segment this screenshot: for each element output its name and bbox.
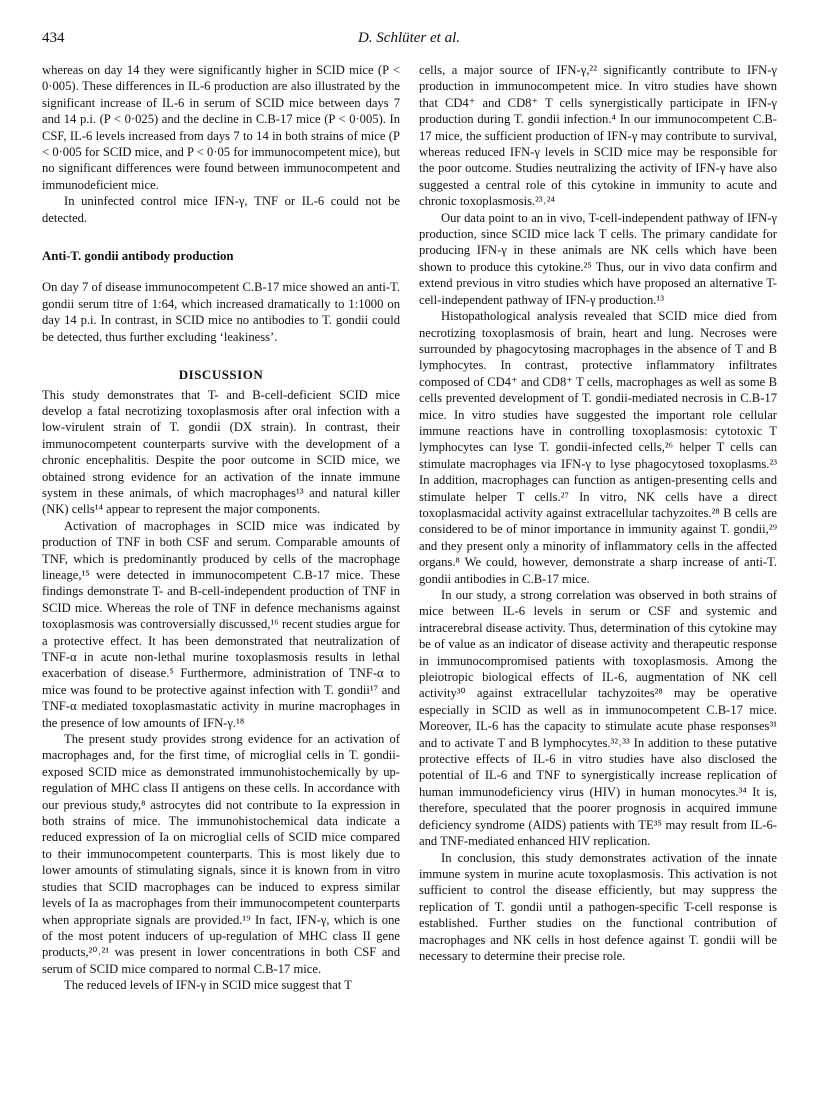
paragraph: cells, a major source of IFN-γ,²² significantly contribute to IFN-γ production in immunocompetent mice. In vitro studies have shown that CD4⁺ and CD8⁺ T cells synergistically participate in IFN-γ production during T. gondii infection.⁴ In our immunocompetent C.B-17 mice, the sufficient production of IFN-γ may contribute to survival, whereas reduced IFN-γ levels in SCID mice may be responsible for the poor outcome. Studies neutralizing the activity of IFN-γ have also suggested a central role of this cytokine in immunity to acute and chronic toxoplasmosis.²³˒²⁴ [419, 63, 777, 209]
subsection-heading: Anti-T. gondii antibody production [42, 249, 234, 264]
page-number: 434 [42, 30, 65, 46]
paragraph: In our study, a strong correlation was observed in both strains of mice between IL-6 levels in serum or CSF and systemic and intracerebral disease activity. Thus, determination of this cytokine may be of value as an indicator of disease activity and therapeutic response in immunocompromised patients with toxoplasmosis. Among the pleiotropic biological effects of IL-6, augmentation of NK cell activity³⁰ against extracellular tachyzoites²⁸ may be operative especially in SCID as well as in immunocompetent C.B-17 mice. Moreover, IL-6 has the capacity to stimulate acute phase responses³¹ and to activate T and B lymphocytes.³²˒³³ In addition to these putative protective effects of IL-6 in vitro studies have also disclosed the potential of IL-6 and TNF to synergistically increase replication of human immunodeficiency virus (HIV) in human monocytes.³⁴ It is, therefore, speculated that the poorer prognosis in acquired immune deficiency syndrome (AIDS) patients with TE³⁵ may result from IL-6- and TNF-mediated enhanced HIV replication. [419, 588, 777, 849]
paragraph: The present study provides strong evidence for an activation of macrophages and, for the first time, of microglial cells in T. gondii-exposed SCID mice as demonstrated immunohistochemically by up-regulation of MHC class II antigens on these cells. In accordance with our previous study,⁸ astrocytes did not contribute to Ia expression in both strains of mice. The immunohistochemical data indicate a reduced expression of Ia on microglial cells of SCID mice compared to their immunocompetent counterparts. This is most likely due to lower amounts of stimulating signals, since it is known from in vitro studies that SCID macrophages can be induced to express similar levels of Ia as macrophages from their immunocompetent counterparts when appropriate signals are provided.¹⁹ In fact, IFN-γ, which is one of the most potent inducers of up-regulation of MHC class II gene products,²⁰˒²¹ was present in lower concentrations in both CSF and serum of SCID mice compared to normal C.B-17 mice. [42, 732, 400, 976]
paragraph: In uninfected control mice IFN-γ, TNF or IL-6 could not be detected. [42, 194, 400, 225]
paragraph: This study demonstrates that T- and B-cell-deficient SCID mice develop a fatal necrotizing toxoplasmosis after oral infection with a low-virulent strain of T. gondii (DX strain). In contrast, their immunocompetent counterparts survive with the development of a chronic encephalitis. Despite the poor outcome in SCID mice, we obtained strong evidence for an activation of the innate immune system in these animals, of which macrophages¹³ and natural killer (NK) cells¹⁴ appear to represent the major components. [42, 387, 400, 517]
paragraph: Histopathological analysis revealed that SCID mice died from necrotizing toxoplasmosis of brain, heart and lung. Necroses were surrounded by phagocytosing macrophages in the absence of T and B lymphocytes. In contrast, protective inflammatory infiltrates composed of CD4⁺ and CD8⁺ T cells, macrophages as well as some B cells prevented development of T. gondii-mediated necrosis in C.B-17 mice. In vitro studies have suggested the important role cellular immune reactions have in controlling toxoplasmosis: cytotoxic T lymphocytes can lyse T. gondii-infected cells,²⁶ helper T cells can stimulate macrophages via IFN-γ to lyse phagocytosed toxoplasms.²³ In addition, macrophages can function as antigen-presenting cells and stimulate helper T cells.²⁷ In vitro, NK cells have a direct toxoplasmacidal activity against extracellular tachyzoites.²⁸ B cells are considered to be of minor importance in immunity against T. gondii,²⁹ and they present only a minority of inflammatory cells in the affected organs.⁸ We could, however, demonstrate a sharp increase of anti-T. gondii antibodies in C.B-17 mice. [419, 309, 777, 586]
running-title: D. Schlüter et al. [357, 30, 461, 46]
paragraph: In conclusion, this study demonstrates activation of the innate immune system in murine acute toxoplasmosis. This activation is not sufficient to control the disease efficiently, but may suppress the replication of T. gondii until a pathogen-specific T-cell response is established. Further studies on the functional contribution of macrophages and NK cells in host defence against T. gondii will be necessary to determine their precise role. [419, 850, 777, 963]
paragraph: Our data point to an in vivo, T-cell-independent pathway of IFN-γ production, since SCID mice lack T cells. The primary candidate for producing IFN-γ in these animals are NK cells which have been shown to produce this cytokine.²⁵ Thus, our in vivo data confirm and extend previous in vitro studies which have proposed an alternative T-cell-independent pathway of IFN-γ production.¹³ [419, 210, 777, 307]
paragraph: Activation of macrophages in SCID mice was indicated by production of TNF in both CSF and serum. Comparable amounts of TNF, which is predominantly produced by cells of the macrophage lineage,¹⁵ were detected in immunocompetent C.B-17 mice. These findings demonstrate T- and B-cell-independent production of TNF in SCID mice. Whereas the role of TNF in defence mechanisms against toxoplasmosis was controversially discussed,¹⁶ recent studies argue for a protective effect. It has been demonstrated that neutralization of TNF-α in acute non-lethal murine toxoplasmosis results in lethal exacerbation of disease.⁵ Furthermore, administration of TNF-α to mice was found to be protective against infection with T. gondii¹⁷ and TNF-α mediated toxoplasmastatic activity in murine macrophages in the presence of low amounts of IFN-γ.¹⁸ [42, 518, 400, 730]
page-header [42, 30, 776, 50]
right-column [419, 62, 777, 964]
left-column [42, 62, 400, 994]
paragraph: whereas on day 14 they were significantly higher in SCID mice (P < 0·005). These differences in IL-6 production are also illustrated by the significant increase of IL-6 in serum of SCID mice between days 7 and 14 p.i. (P < 0·025) and the decline in C.B-17 mice (P < 0·005). In CSF, IL-6 levels increased from days 7 to 14 in both strains of mice (P < 0·005 for SCID mice, and P < 0·05 for immunocompetent mice), but no significant differences were found between immunocompetent and immunodeficient mice. [42, 63, 400, 192]
section-heading: DISCUSSION [178, 367, 264, 383]
paragraph: On day 7 of disease immunocompetent C.B-17 mice showed an anti-T. gondii serum titre of 1:64, which increased dramatically to 1:1000 on day 14 p.i. In contrast, in SCID mice no antibodies to T. gondii could be detected, thus further excluding ‘leakiness’. [42, 280, 400, 344]
paragraph: The reduced levels of IFN-γ in SCID mice suggest that T [64, 978, 352, 993]
